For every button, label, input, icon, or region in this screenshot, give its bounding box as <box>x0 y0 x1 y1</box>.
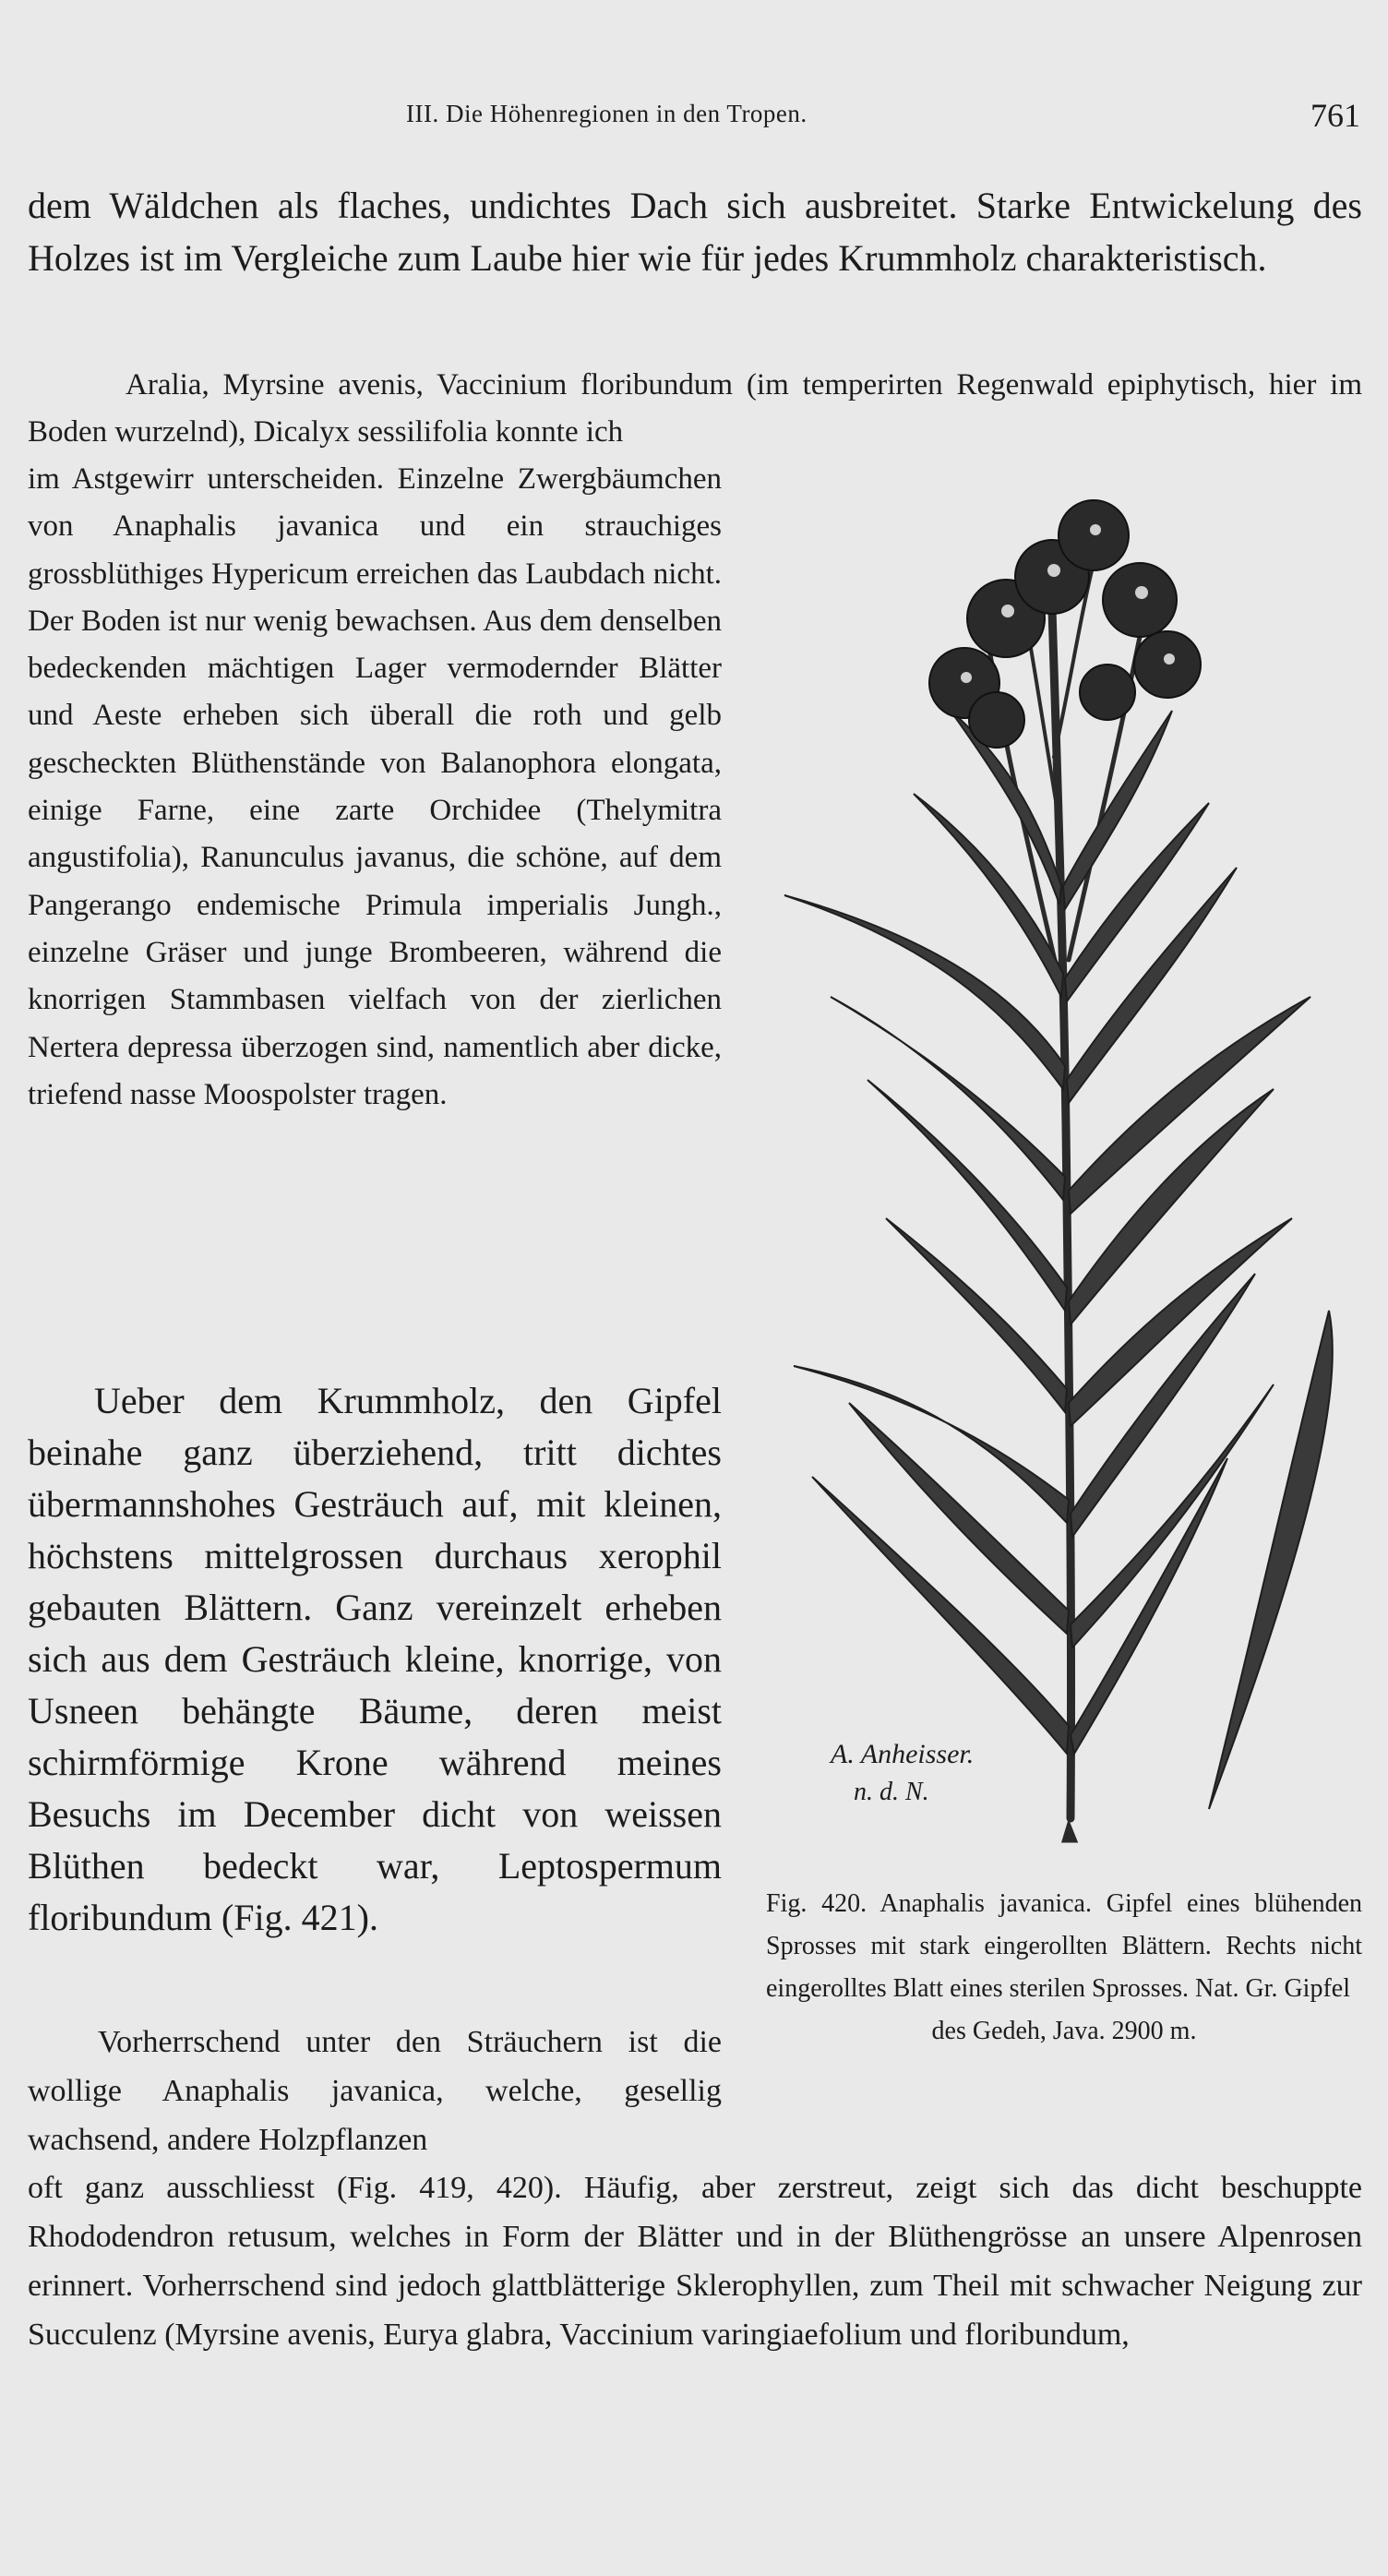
page-header <box>0 97 1388 140</box>
signature-line2: n. d. N. <box>854 1778 929 1806</box>
stem-base <box>1063 1823 1076 1841</box>
page-number: 761 <box>1310 97 1360 134</box>
signature-line1: A. Anheisser. <box>831 1739 975 1769</box>
small-print-wrapped-paragraph: im Astgewirr unterscheiden. Einzelne Zwergbäumchen von Anaphalis javanica und ein strauchiges grossblüthiges Hypericum erreichen das Laubdach nicht. Der Boden ist nur wenig bewachsen. Aus dem denselben bedeckenden mächtigen Lager vermodernder Blätter und Aeste erheben sich überall die roth und gelb gescheckten Blüthenstände von Balanophora elongata, einige Farne, eine zarte Orchidee (Thelymitra angustifolia), Ranunculus javanus, die schöne, auf dem Pangerango endemische Primula imperialis Jungh., einzelne Gräser und junge Brombeeren, während die knorrigen Stammbasen vielfach von der zierlichen Nertera depressa überzogen sind, namentlich aber dicke, triefend nasse Moospolster tragen. <box>28 462 722 1111</box>
small-print-paragraph: Aralia, Myrsine avenis, Vaccinium floribundum (im temperirten Regenwald epiphytisch, hier im Boden wurzelnd), Dicalyx sessilifolia konnte ich <box>28 368 1362 449</box>
anaphalis-drawing <box>775 480 1366 1864</box>
anaphalis-paragraph-continued: oft ganz ausschliesst (Fig. 419, 420). Häufig, aber zerstreut, zeigt sich das dicht beschuppte Rhododendron retusum, welches in Form der Blätter und in der Blüthengrösse an unsere Alpenrosen erinnert. Vorherrschend sind jedoch glattblätterige Sklerophyllen, zum Theil mit schwacher Neigung zur Succulenz (Myrsine avenis, Eurya glabra, Vaccinium varingiaefolium und floribundum, <box>28 2171 1362 2352</box>
caption-last-line: des Gedeh, Java. 2900 m. <box>931 2017 1197 2045</box>
lead-paragraph: dem Wäldchen als flaches, undichtes Dach sich ausbreitet. Starke Entwickelung des Holzes ist im Vergleiche zum Laube hier wie für jedes Krummholz charakteristisch. <box>28 185 1362 279</box>
krummholz-paragraph: Ueber dem Krummholz, den Gipfel beinahe ganz überziehend, tritt dichtes übermannshohes Gesträuch auf, mit kleinen, höchstens mittelgrossen durchaus xerophil gebauten Blättern. Ganz vereinzelt erheben sich aus dem Gesträuch kleine, knorrige, von Usneen behängte Bäume, deren meist schirmförmige Krone während meines Besuchs im December dicht von weissen Blüthen bedeckt war, Leptospermum floribundum (Fig. 421). <box>28 1380 722 1938</box>
figure-420 <box>775 480 1366 1864</box>
sterile-leaf <box>1209 1311 1333 1809</box>
caption-text: Fig. 420. Anaphalis javanica. Gipfel eines blühenden Sprosses mit stark eingerollten Blättern. Rechts nicht eingerolltes Blatt eines sterilen Sprosses. Nat. Gr. Gipfel <box>766 1889 1362 2003</box>
figure-caption <box>766 1883 1362 2053</box>
running-title: III. Die Höhenregionen in den Tropen. <box>406 100 808 127</box>
anaphalis-paragraph-start: Vorherrschend unter den Sträuchern ist die wollige Anaphalis javanica, welche, gesellig wachsend, andere Holzpflanzen <box>28 2025 722 2157</box>
